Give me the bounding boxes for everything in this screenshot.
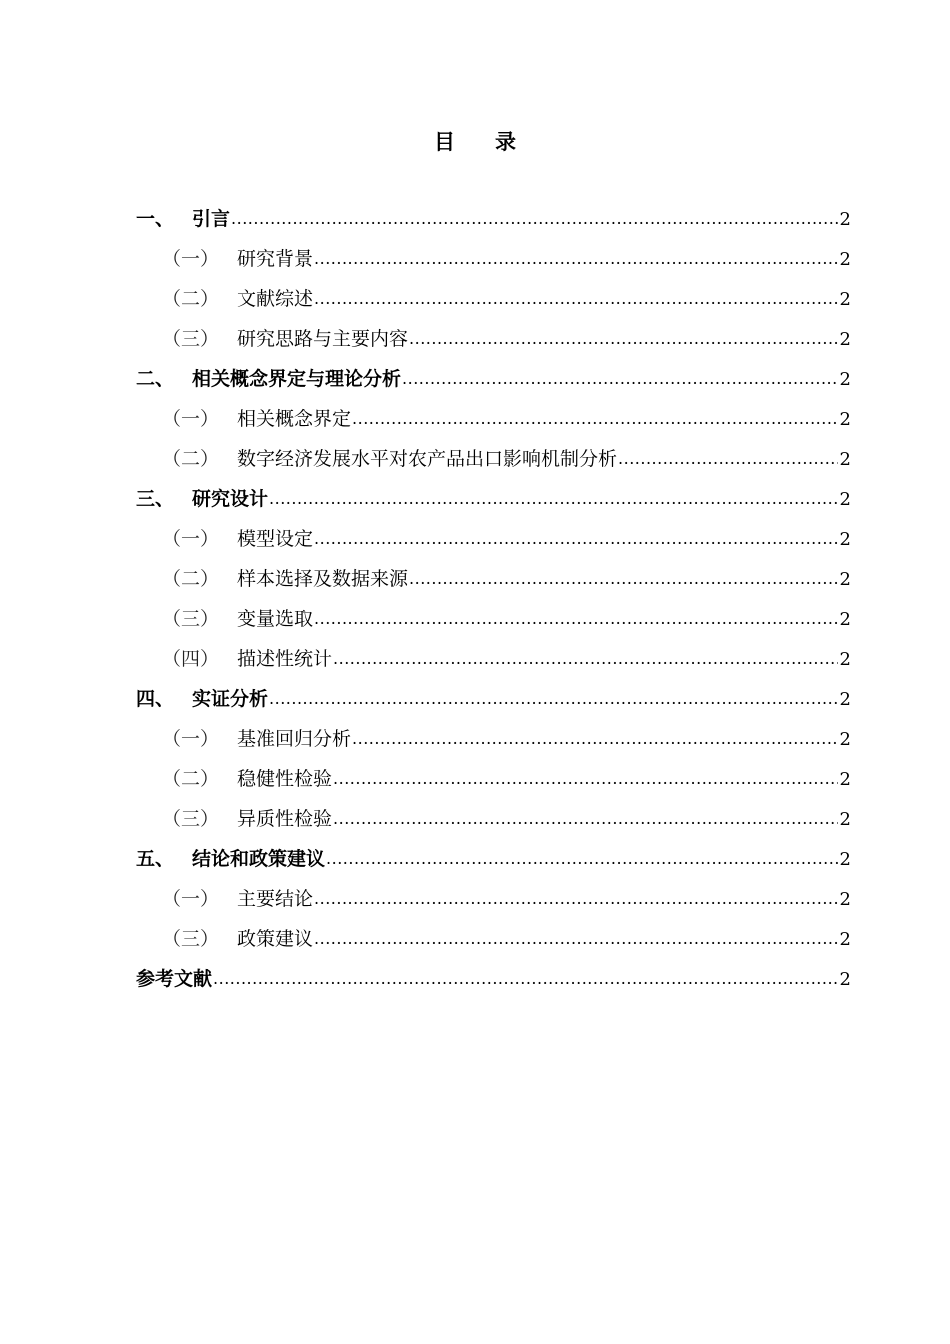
toc-entry-title: 研究思路与主要内容 [237, 328, 409, 350]
toc-entry-title: 主要结论 [237, 888, 314, 910]
toc-entry-title: 变量选取 [237, 608, 314, 630]
toc-entry-page-number: 2 [839, 209, 851, 230]
toc-entry-number: （二） [162, 768, 220, 790]
toc-entry-section[interactable] [136, 239, 851, 279]
toc-entry-number: （一） [162, 728, 220, 750]
toc-entry-page-number: 2 [839, 929, 851, 950]
toc-entry-number: （三） [162, 928, 220, 950]
toc-title-left: 目 [434, 130, 455, 154]
toc-entry-section[interactable] [136, 559, 851, 599]
toc-entry-page-number: 2 [839, 409, 851, 430]
toc-leader-dots [213, 959, 838, 999]
toc-entry-chapter[interactable] [136, 479, 851, 519]
toc-leader-dots [333, 759, 838, 799]
toc-entry-page-number: 2 [839, 609, 851, 630]
toc-entry-number: （二） [162, 568, 220, 590]
toc-entry-page-number: 2 [839, 569, 851, 590]
toc-entry-title: 参考文献 [136, 968, 213, 990]
toc-leader-dots [269, 479, 838, 519]
toc-entry-number: （一） [162, 888, 220, 910]
toc-entry-page-number: 2 [839, 889, 851, 910]
toc-leader-dots [269, 679, 838, 719]
toc-entry-chapter[interactable] [136, 199, 851, 239]
toc-entry-number: （二） [162, 448, 220, 470]
toc-entry-chapter[interactable] [136, 359, 851, 399]
toc-entry-page-number: 2 [839, 529, 851, 550]
toc-entry-title: 稳健性检验 [237, 768, 333, 790]
toc-entry-page-number: 2 [839, 969, 851, 990]
toc-leader-dots [333, 639, 838, 679]
toc-leader-dots [326, 839, 838, 879]
toc-entry-number: 四、 [136, 688, 175, 710]
toc-entry-title: 政策建议 [237, 928, 314, 950]
toc-entry-page-number: 2 [839, 249, 851, 270]
toc-title-right: 录 [495, 130, 516, 154]
toc-entry-page-number: 2 [839, 369, 851, 390]
toc-entry-page-number: 2 [839, 489, 851, 510]
toc-entry-section[interactable] [136, 759, 851, 799]
toc-title [0, 126, 950, 156]
toc-entry-page-number: 2 [839, 729, 851, 750]
toc-leader-dots [333, 799, 838, 839]
toc-entry-section[interactable] [136, 439, 851, 479]
toc-entry-title: 模型设定 [237, 528, 314, 550]
toc-entry-section[interactable] [136, 799, 851, 839]
toc-entry-page-number: 2 [839, 329, 851, 350]
toc-leader-dots [402, 359, 838, 399]
toc-entry-number: （一） [162, 528, 220, 550]
toc-entry-number: （一） [162, 408, 220, 430]
toc-entry-chapter[interactable] [136, 839, 851, 879]
toc-entry-number: （二） [162, 288, 220, 310]
toc-leader-dots [231, 199, 838, 239]
toc-leader-dots [618, 439, 838, 479]
toc-leader-dots [314, 279, 838, 319]
toc-entry-section[interactable] [136, 399, 851, 439]
toc-entry-title: 引言 [192, 208, 231, 230]
toc-entry-section[interactable] [136, 879, 851, 919]
toc-entry-page-number: 2 [839, 289, 851, 310]
toc-entry-title: 实证分析 [192, 688, 269, 710]
toc-entry-title: 研究设计 [192, 488, 269, 510]
toc-entry-title: 相关概念界定 [237, 408, 352, 430]
toc-entry-section[interactable] [136, 919, 851, 959]
toc-entry-page-number: 2 [839, 769, 851, 790]
toc-leader-dots [314, 919, 838, 959]
toc-entry-chapter[interactable] [136, 959, 851, 999]
toc-entry-title: 描述性统计 [237, 648, 333, 670]
toc-entry-section[interactable] [136, 719, 851, 759]
toc-leader-dots [314, 519, 838, 559]
toc-entry-number: 三、 [136, 488, 175, 510]
toc-entry-title: 样本选择及数据来源 [237, 568, 409, 590]
toc-leader-dots [409, 559, 838, 599]
toc-leader-dots [352, 719, 838, 759]
toc-entry-page-number: 2 [839, 849, 851, 870]
toc-leader-dots [409, 319, 838, 359]
toc-entry-number: （三） [162, 808, 220, 830]
toc-leader-dots [314, 599, 838, 639]
toc-entry-section[interactable] [136, 519, 851, 559]
toc-entry-title: 相关概念界定与理论分析 [192, 368, 402, 390]
toc-entry-title: 文献综述 [237, 288, 314, 310]
toc-entry-section[interactable] [136, 279, 851, 319]
toc-entry-number: （四） [162, 648, 220, 670]
toc-leader-dots [314, 239, 838, 279]
toc-entry-title: 数字经济发展水平对农产品出口影响机制分析 [237, 448, 618, 470]
toc-entry-number: （一） [162, 248, 220, 270]
toc-entry-title: 结论和政策建议 [192, 848, 326, 870]
toc-entry-section[interactable] [136, 639, 851, 679]
toc-entry-section[interactable] [136, 319, 851, 359]
toc-entry-page-number: 2 [839, 449, 851, 470]
toc-entry-title: 异质性检验 [237, 808, 333, 830]
toc-entry-number: （三） [162, 608, 220, 630]
toc-entry-chapter[interactable] [136, 679, 851, 719]
toc-entry-number: （三） [162, 328, 220, 350]
toc-entry-number: 一、 [136, 208, 175, 230]
toc-entry-page-number: 2 [839, 689, 851, 710]
toc-entry-number: 五、 [136, 848, 175, 870]
toc-list [136, 199, 851, 999]
toc-entry-title: 研究背景 [237, 248, 314, 270]
toc-entry-number: 二、 [136, 368, 175, 390]
toc-leader-dots [352, 399, 838, 439]
toc-entry-section[interactable] [136, 599, 851, 639]
toc-leader-dots [314, 879, 838, 919]
toc-entry-page-number: 2 [839, 649, 851, 670]
toc-entry-page-number: 2 [839, 809, 851, 830]
toc-entry-title: 基准回归分析 [237, 728, 352, 750]
